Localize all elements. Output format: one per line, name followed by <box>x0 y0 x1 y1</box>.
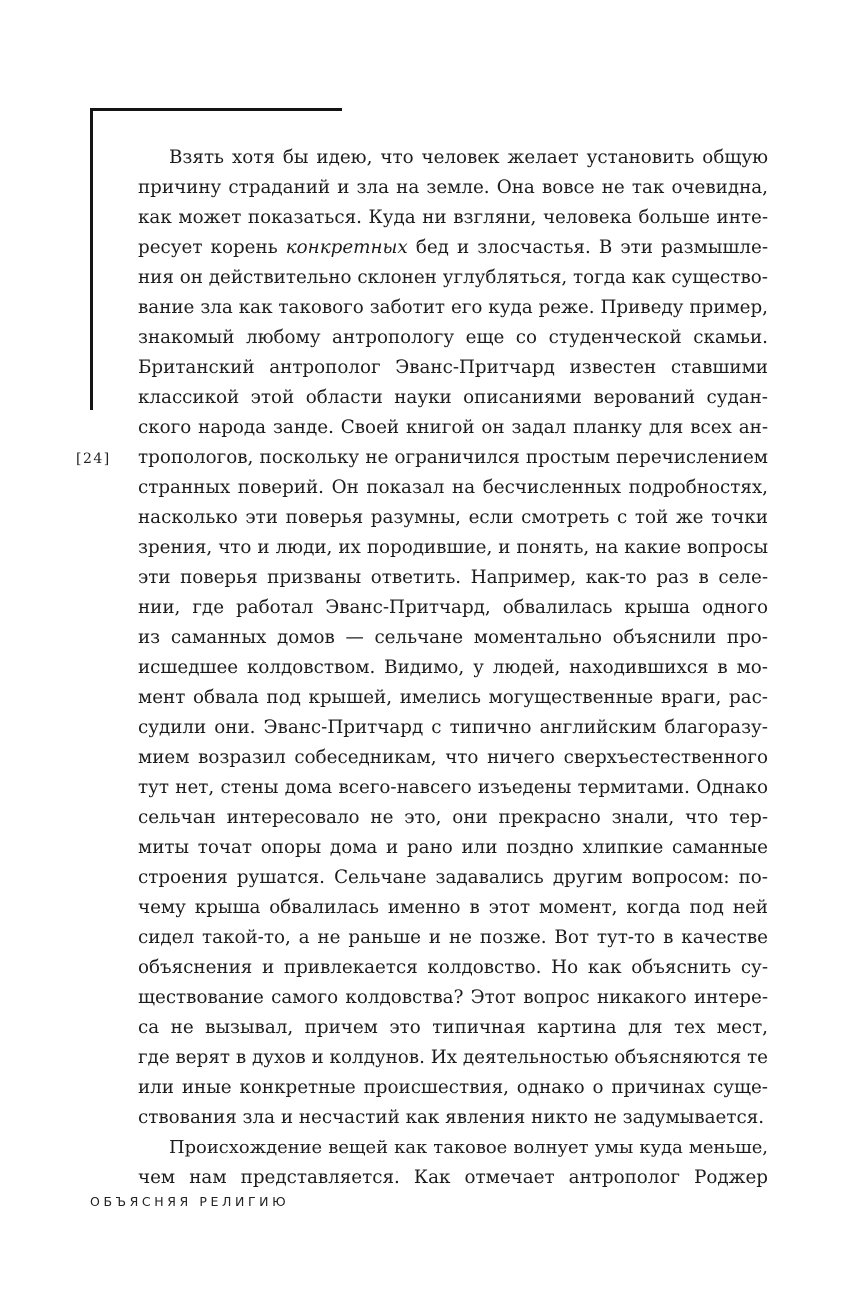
text-line: из саманных домов — сельчане моментально объяснили про- <box>138 627 768 648</box>
body-text <box>138 143 768 1193</box>
text-line: странных поверий. Он показал на бесчисленных подробностях, <box>138 477 768 498</box>
text-line: эти поверья призваны ответить. Например, как-то раз в селе- <box>138 567 768 588</box>
text-line: чему крыша обвалилась именно в этот момент, когда под ней <box>138 897 768 918</box>
text-line: ствования зла и несчастий как явления никто не задумывается. <box>138 1107 765 1128</box>
text-line: где верят в духов и колдунов. Их деятельностью объясняются те <box>138 1047 768 1068</box>
text-line: исшедшее колдовством. Видимо, у людей, находившихся в мо- <box>138 657 768 678</box>
text-line: Британский антрополог Эванс-Притчард известен ставшими <box>138 357 768 378</box>
text-line <box>138 233 768 263</box>
running-title: ОБЪЯСНЯЯ РЕЛИГИЮ <box>90 1194 290 1209</box>
emphasized-word: конкретных <box>285 237 408 258</box>
text-line: миты точат опоры дома и рано или поздно хлипкие саманные <box>138 837 768 858</box>
text-line: са не вызывал, причем это типичная картина для тех мест, <box>138 1017 768 1038</box>
text-line: сидел такой-то, а не раньше и не позже. Вот тут-то в качестве <box>138 927 768 948</box>
text-line: тут нет, стены дома всего-навсего изъедены термитами. Однако <box>138 777 768 798</box>
text-line: судили они. Эванс-Притчард с типично английским благоразу- <box>138 717 768 738</box>
text-line: мент обвала под крышей, имелись могущественные враги, рас- <box>138 687 768 708</box>
text-line: причину страданий и зла на земле. Она вовсе не так очевидна, <box>138 177 768 198</box>
text-line: объяснения и привлекается колдовство. Но как объяснить су- <box>138 957 768 978</box>
text-line: как может показаться. Куда ни взгляни, человека больше инте- <box>138 207 768 228</box>
text-line: Взять хотя бы идею, что человек желает установить общую <box>169 147 768 168</box>
text-line: ществование самого колдовства? Этот вопрос никакого интере- <box>138 987 768 1008</box>
text-line: мием возразил собеседникам, что ничего сверхъестественного <box>138 747 768 768</box>
text-fragment: ресует корень <box>138 237 286 258</box>
decorative-frame-left-rule <box>90 108 93 410</box>
text-line: чем нам представляется. Как отмечает антрополог Роджер <box>138 1167 768 1188</box>
text-line: или иные конкретные происшествия, однако о причинах суще- <box>138 1077 768 1098</box>
text-line: Происхождение вещей как таковое волнует умы куда меньше, <box>169 1137 768 1158</box>
text-fragment: бед и злосчастья. В эти размышле- <box>407 237 768 258</box>
text-line: тропологов, поскольку не ограничился простым перечислением <box>138 447 768 468</box>
text-line: строения рушатся. Сельчане задавались другим вопросом: по- <box>138 867 768 888</box>
text-line: ского народа занде. Своей книгой он задал планку для всех ан- <box>138 417 768 438</box>
text-line: нии, где работал Эванс-Притчард, обвалилась крыша одного <box>138 597 768 618</box>
text-line: насколько эти поверья разумны, если смотреть с той же точки <box>138 507 768 528</box>
page-number: [24] <box>76 451 111 467</box>
text-line: знакомый любому антропологу еще со студенческой скамьи. <box>138 327 768 348</box>
decorative-frame-top-rule <box>90 108 342 111</box>
text-line: ния он действительно склонен углубляться, тогда как существо- <box>138 267 768 288</box>
text-line: классикой этой области науки описаниями верований судан- <box>138 387 768 408</box>
text-line: сельчан интересовало не это, они прекрасно знали, что тер- <box>138 807 768 828</box>
text-line: зрения, что и люди, их породившие, и понять, на какие вопросы <box>138 537 768 558</box>
text-line: вание зла как такового заботит его куда реже. Приведу пример, <box>138 297 768 318</box>
